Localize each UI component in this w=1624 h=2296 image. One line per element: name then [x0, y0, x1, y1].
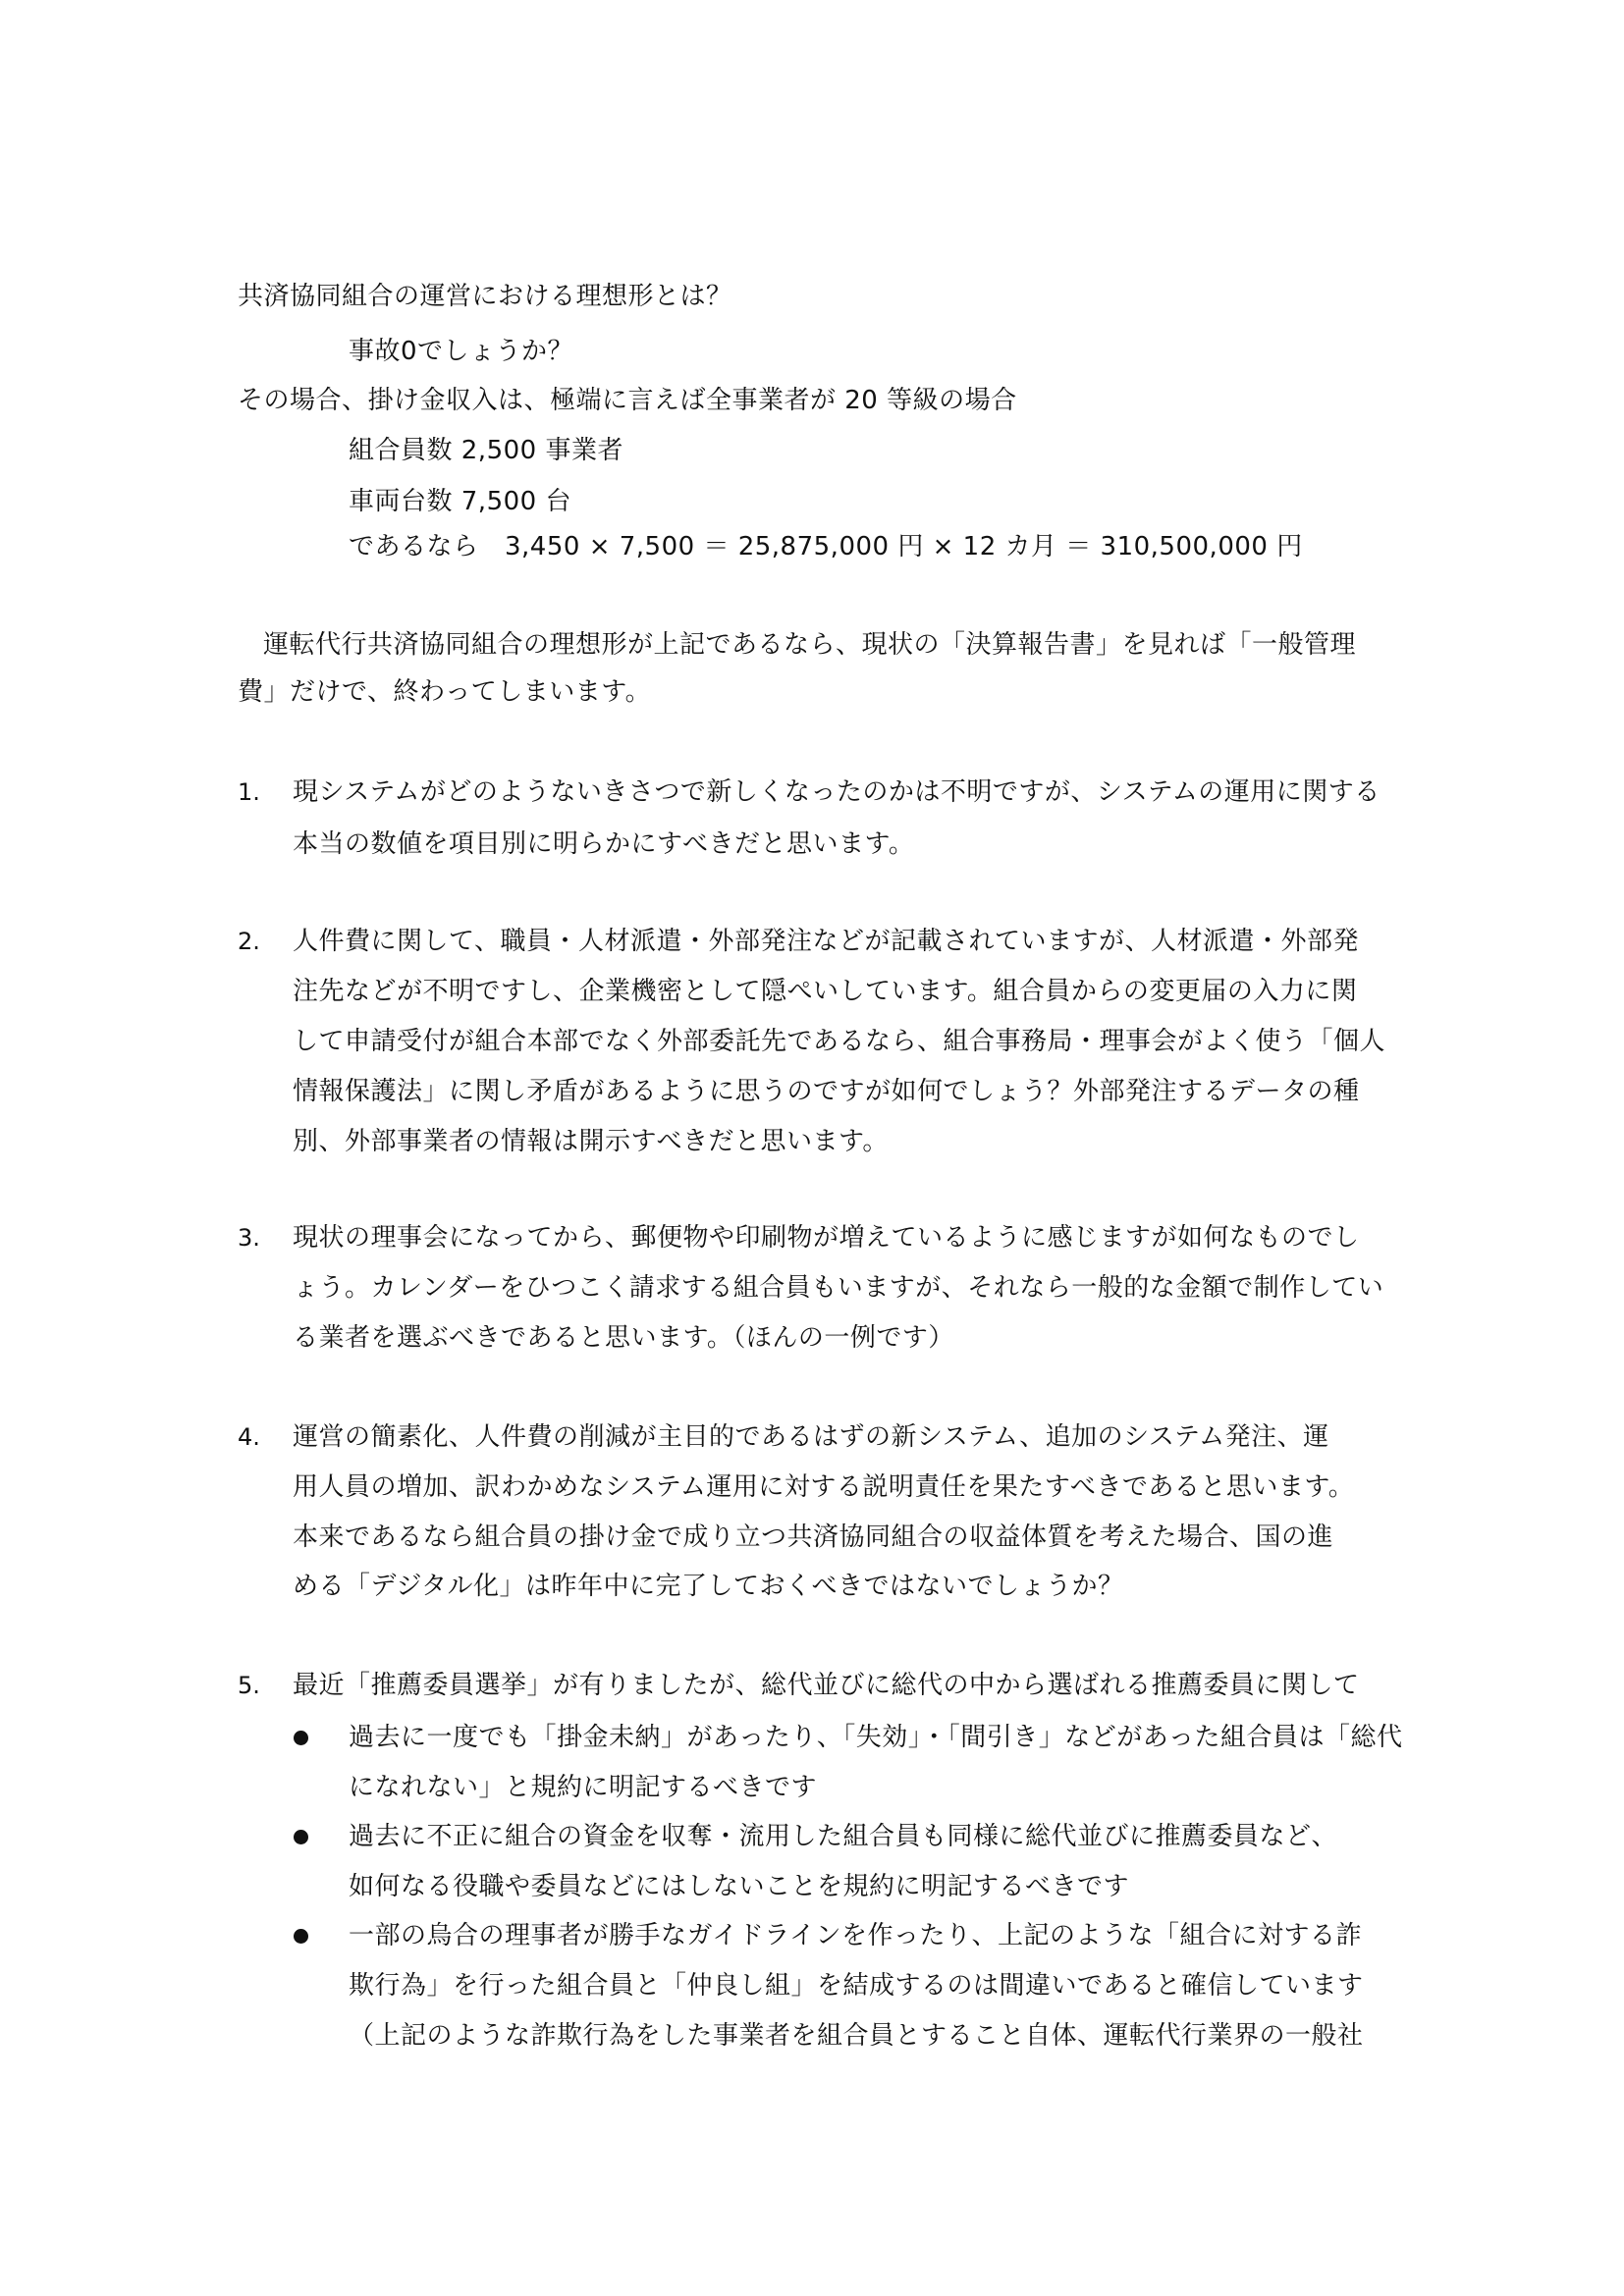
item-line: ょう。カレンダーをひつこく請求する組合員もいますが、それなら一般的な金額で制作してい [293, 1273, 1384, 1303]
item-number: 5. [238, 1672, 260, 1699]
intro-members: 組合員数 2,500 事業者 [349, 436, 623, 465]
bullet-dot-icon [294, 1929, 308, 1944]
item-number: 2. [238, 928, 260, 955]
item-line: 最近「推薦委員選挙」が有りましたが、総代並びに総代の中から選ばれる推薦委員に関して [293, 1671, 1360, 1700]
intro-vehicles: 車両台数 7,500 台 [349, 487, 571, 516]
item-line: る業者を選ぶべきであると思います。（ほんの一例です） [293, 1323, 954, 1353]
bullet-line: になれない」と規約に明記するべきです [349, 1773, 818, 1802]
item-line: 注先などが不明ですし、企業機密として隠ぺいしています。組合員からの変更届の入力に関 [293, 977, 1358, 1006]
item-number: 1. [238, 778, 260, 806]
item-number: 4. [238, 1423, 260, 1451]
item-line: 本来であるなら組合員の掛け金で成り立つ共済協同組合の収益体質を考えた場合、国の進 [293, 1522, 1334, 1552]
item-line: 現状の理事会になってから、郵便物や印刷物が増えているように感じますが如何なものでし [293, 1223, 1360, 1253]
item-number: 3. [238, 1224, 260, 1252]
item-line: 運営の簡素化、人件費の削減が主目的であるはずの新システム、追加のシステム発注、運 [293, 1422, 1329, 1452]
bullet-line: 過去に一度でも「掛金未納」があったり、「失効」・「間引き」などがあった組合員は「総代 [349, 1723, 1403, 1752]
bullet-dot-icon [294, 1731, 308, 1745]
intro-case-line: その場合、掛け金収入は、極端に言えば全事業者が 20 等級の場合 [238, 386, 1017, 415]
bullet-line: 欺行為」を行った組合員と「仲良し組」を結成するのは間違いであると確信しています [349, 1971, 1364, 2001]
item-line: める「デジタル化」は昨年中に完了しておくべきではないでしょうか？ [293, 1572, 1124, 1601]
bullet-line: 如何なる役職や委員などにはしないことを規約に明記するべきです [349, 1872, 1130, 1901]
intro-calculation: であるなら 3,450 × 7,500 ＝ 25,875,000 円 × 12 カ月 ＝ 310,500,000 円 [349, 532, 1303, 561]
intro-answer: 事故0でしょうか？ [349, 337, 574, 366]
bullet-line: （上記のような詐欺行為をした事業者を組合員とすること自体、運転代行業界の一般社 [349, 2021, 1364, 2051]
intro-question: 共済協同組合の運営における理想形とは？ [238, 282, 732, 311]
item-line: 人件費に関して、職員・人材派遣・外部発注などが記載されていますが、人材派遣・外部発 [293, 927, 1359, 956]
item-line: 情報保護法」に関し矛盾があるように思うのですが如何でしょう？外部発注するデータの種 [293, 1077, 1360, 1106]
item-line: して申請受付が組合本部でなく外部委託先であるなら、組合事務局・理事会がよく使う「個人 [293, 1027, 1386, 1056]
item-line: 現システムがどのようないきさつで新しくなったのかは不明ですが、システムの運用に関する [293, 777, 1380, 807]
bullet-line: 一部の烏合の理事者が勝手なガイドラインを作ったり、上記のような「組合に対する詐 [349, 1921, 1362, 1950]
paragraph-line: 費」だけで、終わってしまいます。 [238, 677, 652, 707]
bullet-line: 過去に不正に組合の資金を収奪・流用した組合員も同様に総代並びに推薦委員など、 [349, 1822, 1338, 1851]
item-line: 別、外部事業者の情報は開示すべきだと思います。 [293, 1127, 889, 1156]
bullet-dot-icon [294, 1830, 308, 1844]
paragraph-line: 運転代行共済協同組合の理想形が上記であるなら、現状の「決算報告書」を見れば「一般管理 [263, 630, 1357, 660]
item-line: 用人員の増加、訳わかめなシステム運用に対する説明責任を果たすべきであると思います。 [293, 1472, 1355, 1502]
item-line: 本当の数値を項目別に明らかにすべきだと思います。 [293, 829, 915, 859]
